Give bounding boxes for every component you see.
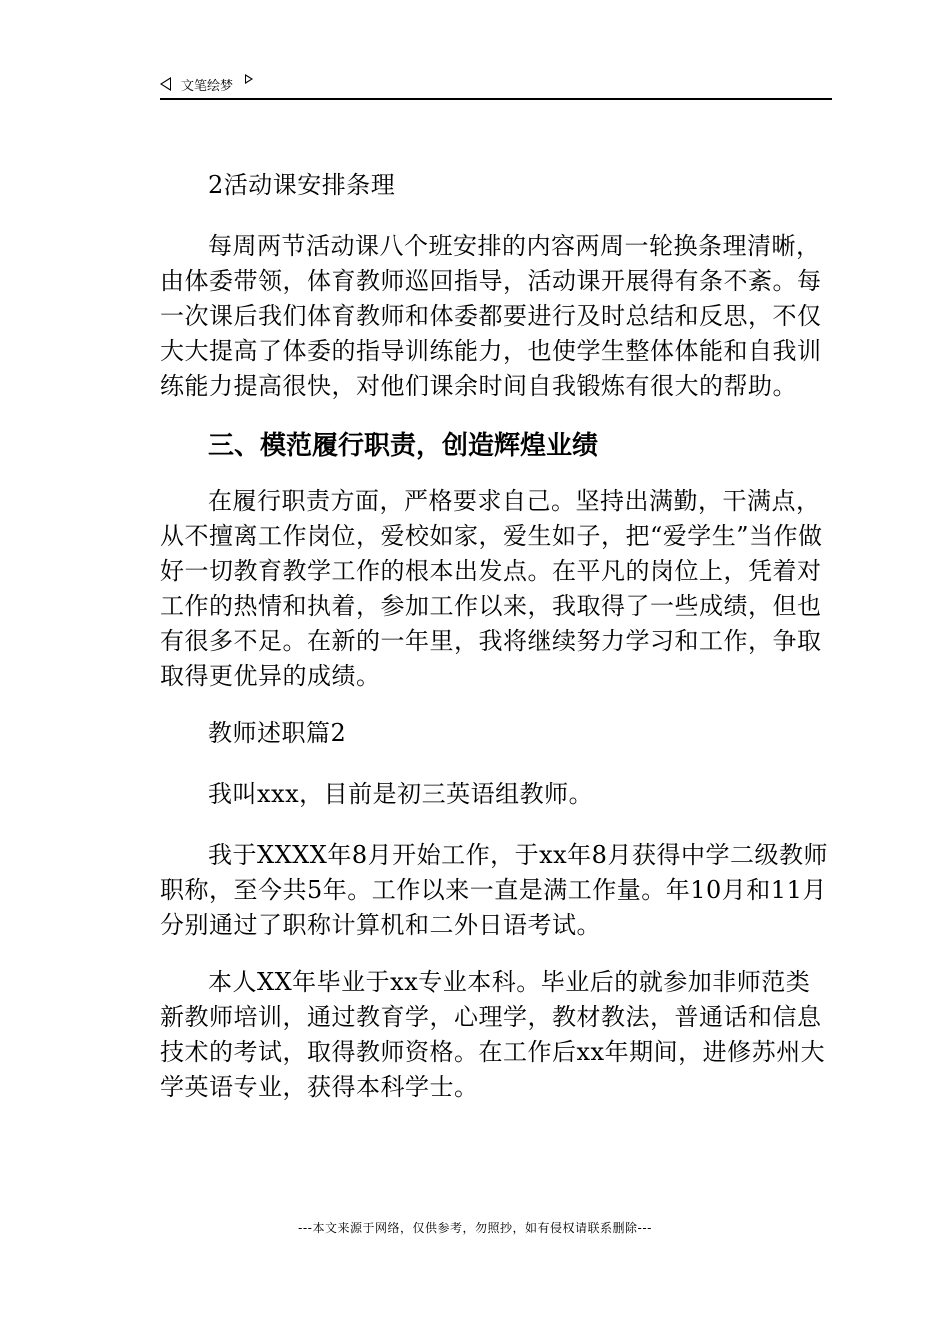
paragraph-subheading: 2活动课安排条理: [208, 171, 396, 199]
triangle-left-icon: [160, 77, 171, 91]
paragraph: 在履行职责方面，严格要求自己。坚持出满勤，干满点，从不擅离工作岗位，爱校如家，爱生如子，把“爱学生”当作做好一切教育教学工作的根本出发点。在平凡的岗位上，凭着对工作的热情和执着，参加工作以来，我取得了一些成绩，但也有很多不足。在新的一年里，我将继续努力学习和工作，争取取得更优异的成绩。: [160, 487, 823, 690]
document-body: [160, 168, 832, 1127]
footer-disclaimer: ---本文来源于网络，仅供参考，勿照抄，如有侵权请联系删除---: [298, 1221, 652, 1235]
page-header: [160, 70, 832, 100]
triangle-right-icon: [245, 74, 253, 84]
section-heading: 三、模范履行职责，创造辉煌业绩: [208, 431, 599, 461]
paragraph: 我叫xxx，目前是初三英语组教师。: [208, 780, 594, 808]
paragraph-title: 教师述职篇2: [208, 719, 347, 747]
paragraph: 我于XXXX年8月开始工作，于xx年8月获得中学二级教师职称，至今共5年。工作以来一直是满工作量。年10月和11月分别通过了职称计算机和二外日语考试。: [160, 841, 828, 939]
paragraph: 本人XX年毕业于xx专业本科。毕业后的就参加非师范类新教师培训，通过教育学，心理学，教材教法，普通话和信息技术的考试，取得教师资格。在工作后xx年期间，进修苏州大学英语专业，获得本科学士。: [160, 968, 826, 1101]
header-title: 文笔绘梦: [181, 78, 234, 94]
paragraph: 每周两节活动课八个班安排的内容两周一轮换条理清晰，由体委带领，体育教师巡回指导，活动课开展得有条不紊。每一次课后我们体育教师和体委都要进行及时总结和反思，不仅大大提高了体委的指导训练能力，也使学生整体体能和自我训练能力提高很快，对他们课余时间自我锻炼有很大的帮助。: [160, 232, 822, 400]
